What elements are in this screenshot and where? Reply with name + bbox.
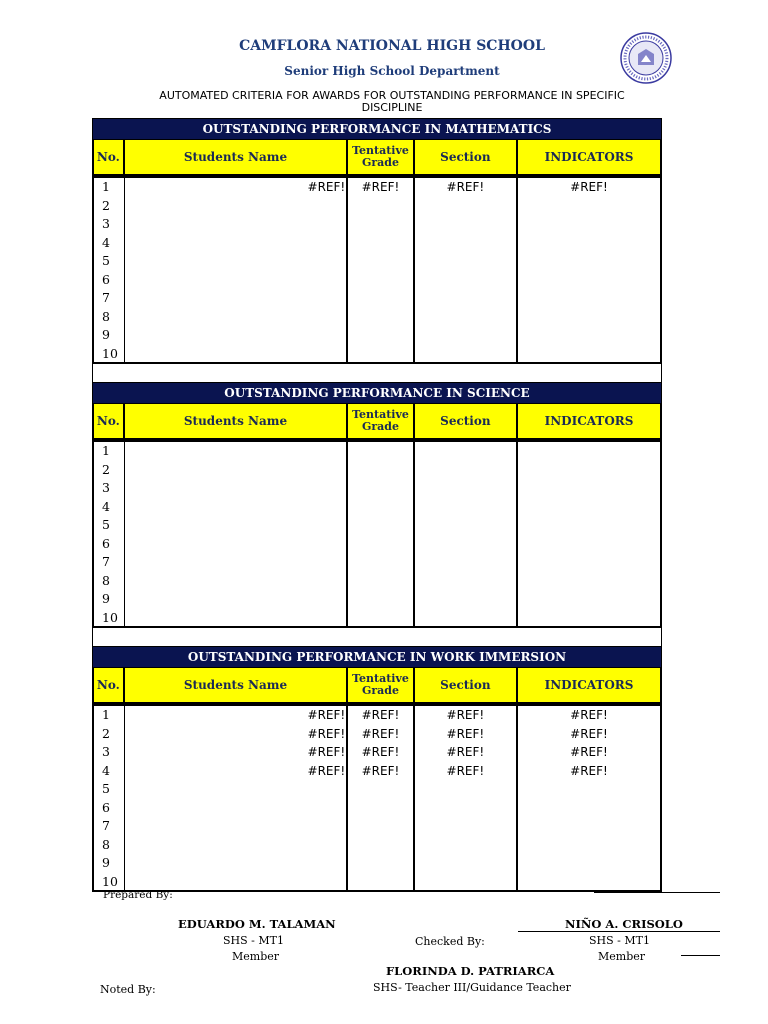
indicators-cell: #REF!: [570, 763, 608, 778]
indicators-cell: [518, 308, 660, 327]
row-number: 5: [102, 253, 110, 268]
name-cell: [125, 197, 346, 216]
indicators-cell: #REF!: [570, 745, 608, 759]
row-number: 6: [102, 271, 110, 287]
row-number: 10: [102, 873, 118, 889]
section-cell: [415, 873, 516, 892]
col-grade-header: [348, 668, 415, 702]
name-cell: #REF!: [307, 763, 346, 778]
grade-cell: #REF!: [361, 763, 400, 778]
no-column: [94, 178, 125, 362]
col-name-header: Students Name: [125, 140, 348, 174]
indicators-cell: [518, 535, 660, 554]
row-number: 2: [102, 725, 110, 741]
section-cell: #REF!: [446, 763, 485, 778]
section-cell: [415, 442, 516, 461]
indicators-cell: [518, 234, 660, 253]
section-cell: [415, 289, 516, 308]
section-cell: [415, 609, 516, 628]
indicators-cell: [518, 479, 660, 498]
member2-position: SHS - MT1: [589, 934, 650, 947]
name-cell: [125, 479, 346, 498]
name-cell: [125, 498, 346, 517]
row-number: 9: [102, 327, 110, 342]
grade-cell: [348, 326, 413, 345]
section-cell: [415, 799, 516, 818]
name-cell: #REF!: [307, 745, 346, 759]
grade-cell: #REF!: [361, 726, 400, 741]
col-no-header: No.: [94, 668, 125, 702]
checker-position: SHS- Teacher III/Guidance Teacher: [373, 981, 571, 994]
indicators-cell: [518, 854, 660, 873]
indicators-cell: [518, 590, 660, 609]
col-indicators-header: INDICATORS: [544, 678, 634, 692]
name-column: [125, 178, 348, 362]
preparer-position: SHS - MT1: [223, 934, 284, 947]
grade-cell: [348, 516, 413, 535]
grade-cell: [348, 308, 413, 327]
section-cell: [415, 590, 516, 609]
section-spacer: [92, 364, 662, 382]
row-number: 10: [102, 609, 118, 625]
row-number: 7: [102, 818, 110, 833]
name-column: [125, 706, 348, 890]
name-cell: #REF!: [307, 726, 346, 741]
section-cell: [415, 836, 516, 855]
no-column: [94, 706, 125, 890]
preparer-name: EDUARDO M. TALAMAN: [178, 917, 336, 931]
section-cell: [415, 252, 516, 271]
indicators-cell: [518, 836, 660, 855]
row-number: 6: [102, 799, 110, 815]
grade-cell: [348, 498, 413, 517]
grade-cell: [348, 572, 413, 591]
name-cell: [125, 308, 346, 327]
section-cell: [415, 780, 516, 799]
name-column: [125, 442, 348, 626]
indicators-cell: [518, 252, 660, 271]
grade-cell: [348, 442, 413, 461]
grade-header-line2: Grade: [361, 156, 399, 169]
criteria-title-line2: DISCIPLINE: [361, 101, 423, 114]
row-number: 5: [102, 517, 110, 532]
indicators-cell: [518, 780, 660, 799]
indicators-cell: #REF!: [570, 180, 608, 194]
section-cell: #REF!: [446, 180, 485, 194]
name-cell: [125, 854, 346, 873]
section-cell: [415, 234, 516, 253]
section-cell: [415, 817, 516, 836]
math-header-row: [92, 140, 662, 176]
indicators-cell: [518, 271, 660, 290]
indicators-cell: #REF!: [570, 726, 608, 741]
work-immersion-header-row: [92, 668, 662, 704]
name-cell: [125, 461, 346, 480]
col-indicators-header: INDICATORS: [544, 150, 634, 164]
name-cell: [125, 572, 346, 591]
grade-cell: #REF!: [361, 708, 400, 722]
signature-line-top: [594, 892, 720, 893]
name-cell: [125, 442, 346, 461]
work-immersion-table-body: [92, 704, 662, 892]
indicators-column: [518, 706, 660, 890]
name-cell: [125, 609, 346, 628]
section-cell: [415, 215, 516, 234]
grade-cell: [348, 817, 413, 836]
row-number: 8: [102, 308, 110, 324]
row-number: 10: [102, 345, 118, 361]
section-cell: [415, 535, 516, 554]
math-section-title: OUTSTANDING PERFORMANCE IN MATHEMATICS: [92, 118, 662, 140]
name-cell: [125, 553, 346, 572]
name-cell: [125, 215, 346, 234]
science-section-title: OUTSTANDING PERFORMANCE IN SCIENCE: [92, 382, 662, 404]
checker-name: FLORINDA D. PATRIARCA: [386, 964, 555, 978]
grade-header-line1: Tentative: [352, 144, 409, 157]
section-column: [415, 178, 518, 362]
col-section-header: Section: [415, 404, 518, 438]
science-table-body: [92, 440, 662, 628]
col-section-header: Section: [415, 668, 518, 702]
noted-by-label: Noted By:: [100, 983, 156, 996]
row-number: 8: [102, 572, 110, 588]
preparer-role: Member: [232, 950, 280, 963]
col-no-header: No.: [94, 404, 125, 438]
indicators-cell: [518, 498, 660, 517]
grade-cell: [348, 590, 413, 609]
indicators-cell: [518, 799, 660, 818]
grade-cell: [348, 234, 413, 253]
criteria-title: [140, 90, 644, 114]
name-cell: [125, 817, 346, 836]
name-cell: [125, 799, 346, 818]
science-header-row: [92, 404, 662, 440]
name-cell: [125, 780, 346, 799]
row-number: 1: [102, 707, 110, 722]
name-cell: [125, 271, 346, 290]
department-name: Senior High School Department: [284, 64, 500, 78]
section-cell: [415, 516, 516, 535]
row-number: 3: [102, 216, 110, 231]
name-cell: [125, 289, 346, 308]
grade-cell: [348, 780, 413, 799]
col-grade-header: [348, 404, 415, 438]
grade-cell: [348, 479, 413, 498]
grade-cell: [348, 345, 413, 364]
work-immersion-section-title: OUTSTANDING PERFORMANCE IN WORK IMMERSION: [92, 646, 662, 668]
grade-cell: [348, 215, 413, 234]
row-number: 1: [102, 179, 110, 194]
member2-role: Member: [598, 950, 646, 963]
math-section: [92, 118, 662, 382]
grade-cell: [348, 873, 413, 892]
section-cell: #REF!: [446, 708, 485, 722]
col-name-header: Students Name: [125, 404, 348, 438]
indicators-column: [518, 178, 660, 362]
grade-cell: #REF!: [361, 745, 400, 759]
section-cell: [415, 553, 516, 572]
section-cell: [415, 498, 516, 517]
name-cell: [125, 326, 346, 345]
row-number: 9: [102, 855, 110, 870]
name-cell: [125, 345, 346, 364]
checked-by-label: Checked By:: [415, 935, 485, 948]
science-section: [92, 382, 662, 646]
indicators-cell: [518, 572, 660, 591]
section-cell: [415, 308, 516, 327]
section-column: [415, 442, 518, 626]
indicators-cell: [518, 817, 660, 836]
section-cell: [415, 479, 516, 498]
indicators-cell: [518, 609, 660, 628]
row-number: 4: [102, 498, 110, 514]
name-cell: [125, 234, 346, 253]
name-cell: [125, 590, 346, 609]
grade-cell: [348, 553, 413, 572]
indicators-cell: [518, 326, 660, 345]
indicators-cell: [518, 197, 660, 216]
row-number: 3: [102, 480, 110, 495]
name-cell: #REF!: [307, 708, 346, 722]
deped-seal-logo: [620, 32, 672, 84]
grade-header-line2: Grade: [361, 684, 399, 697]
row-number: 4: [102, 234, 110, 250]
row-number: 2: [102, 461, 110, 477]
row-number: 7: [102, 554, 110, 569]
work-immersion-section: [92, 646, 662, 892]
grade-cell: [348, 271, 413, 290]
row-number: 6: [102, 535, 110, 551]
section-cell: [415, 271, 516, 290]
math-table-body: [92, 176, 662, 364]
section-column: [415, 706, 518, 890]
col-name-header: Students Name: [125, 668, 348, 702]
grade-cell: [348, 197, 413, 216]
member2-name: NIÑO A. CRISOLO: [565, 917, 683, 931]
section-cell: [415, 197, 516, 216]
school-name: CAMFLORA NATIONAL HIGH SCHOOL: [239, 38, 545, 54]
criteria-title-line1: AUTOMATED CRITERIA FOR AWARDS FOR OUTSTANDING PERFORMANCE IN SPECIFIC: [159, 89, 625, 102]
section-cell: [415, 572, 516, 591]
row-number: 5: [102, 781, 110, 796]
no-column: [94, 442, 125, 626]
row-number: 2: [102, 197, 110, 213]
name-cell: [125, 516, 346, 535]
col-indicators-header: INDICATORS: [544, 414, 634, 428]
grade-cell: [348, 252, 413, 271]
row-number: 8: [102, 836, 110, 852]
indicators-cell: [518, 442, 660, 461]
signature-line-member2: [518, 931, 720, 932]
indicators-cell: [518, 215, 660, 234]
grade-header-line1: Tentative: [352, 408, 409, 421]
indicators-cell: [518, 516, 660, 535]
indicators-cell: [518, 345, 660, 364]
section-cell: [415, 461, 516, 480]
grade-column: [348, 178, 415, 362]
col-no-header: No.: [94, 140, 125, 174]
signature-line-right: [681, 955, 720, 956]
indicators-column: [518, 442, 660, 626]
indicators-cell: [518, 553, 660, 572]
grade-header-line2: Grade: [361, 420, 399, 433]
grade-cell: [348, 461, 413, 480]
indicators-cell: #REF!: [570, 708, 608, 722]
row-number: 3: [102, 744, 110, 759]
prepared-by-label: Prepared By:: [103, 889, 173, 901]
name-cell: [125, 836, 346, 855]
grade-cell: [348, 799, 413, 818]
indicators-cell: [518, 289, 660, 308]
row-number: 4: [102, 762, 110, 778]
grade-cell: [348, 854, 413, 873]
indicators-cell: [518, 873, 660, 892]
col-grade-header: [348, 140, 415, 174]
section-cell: #REF!: [446, 726, 485, 741]
grade-cell: [348, 289, 413, 308]
section-cell: [415, 345, 516, 364]
row-number: 7: [102, 290, 110, 305]
section-cell: #REF!: [446, 745, 485, 759]
row-number: 9: [102, 591, 110, 606]
grade-cell: #REF!: [361, 180, 400, 194]
name-cell: [125, 252, 346, 271]
grade-cell: [348, 535, 413, 554]
section-cell: [415, 854, 516, 873]
grade-header-line1: Tentative: [352, 672, 409, 685]
name-cell: #REF!: [307, 180, 346, 194]
name-cell: [125, 535, 346, 554]
grade-cell: [348, 609, 413, 628]
col-section-header: Section: [415, 140, 518, 174]
row-number: 1: [102, 443, 110, 458]
section-spacer: [92, 628, 662, 646]
indicators-cell: [518, 461, 660, 480]
grade-cell: [348, 836, 413, 855]
grade-column: [348, 442, 415, 626]
section-cell: [415, 326, 516, 345]
grade-column: [348, 706, 415, 890]
